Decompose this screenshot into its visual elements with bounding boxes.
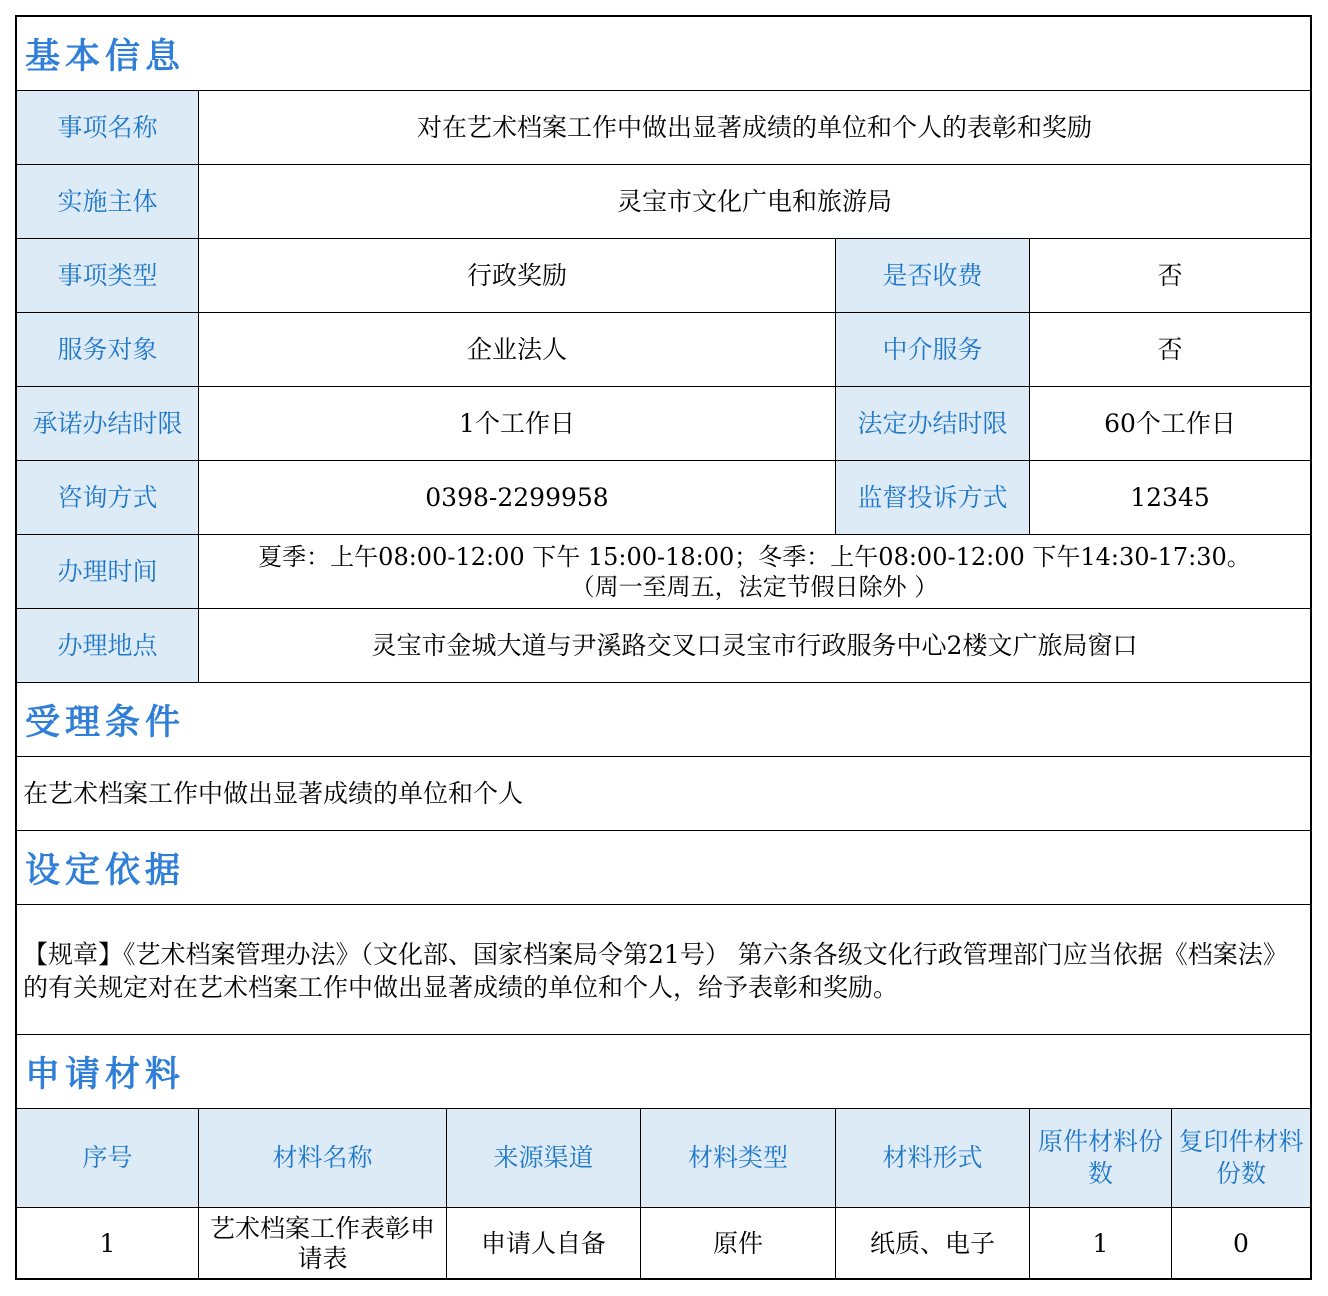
section-header-conditions: 受理条件: [17, 683, 1310, 757]
row-subject: [17, 165, 1310, 239]
section-header-basic: 基本信息: [17, 17, 1310, 91]
hours-line-1: 夏季：上午08:00-12:00 下午 15:00-18:00；冬季：上午08:00-12:00 下午14:30-17:30。: [258, 542, 1251, 571]
consult-label: 咨询方式: [17, 461, 199, 534]
col-header-copy-count: 复印件材料份数: [1172, 1109, 1310, 1207]
complaint-value: 12345: [1130, 482, 1210, 512]
conditions-row: [17, 757, 1310, 831]
type-label: 事项类型: [17, 239, 199, 312]
type-value: 行政奖励: [199, 239, 836, 312]
material-source: 申请人自备: [447, 1208, 641, 1280]
material-type: 原件: [641, 1208, 836, 1280]
row-item-name: [17, 91, 1310, 165]
row-hours: [17, 535, 1310, 609]
target-label: 服务对象: [17, 313, 199, 386]
fee-label: 是否收费: [836, 239, 1030, 312]
row-time-limits: [17, 387, 1310, 461]
material-copy-count: 0: [1233, 1229, 1249, 1258]
section-header-basis: 设定依据: [17, 831, 1310, 905]
item-name-label: 事项名称: [17, 91, 199, 164]
col-header-original-count: 原件材料份数: [1030, 1109, 1172, 1207]
basis-row: [17, 905, 1310, 1035]
fee-value: 否: [1157, 260, 1183, 290]
agency-value: 否: [1157, 334, 1183, 364]
consult-value: 0398-2299958: [199, 461, 836, 534]
hours-line-2: （周一至周五，法定节假日除外 ）: [570, 572, 939, 601]
col-header-source: 来源渠道: [447, 1109, 641, 1207]
location-label: 办理地点: [17, 609, 199, 682]
subject-label: 实施主体: [17, 165, 199, 238]
col-header-type: 材料类型: [641, 1109, 836, 1207]
col-header-name: 材料名称: [199, 1109, 447, 1207]
promise-label: 承诺办结时限: [17, 387, 199, 460]
hours-label: 办理时间: [17, 535, 199, 608]
col-header-index: 序号: [17, 1109, 199, 1207]
agency-label: 中介服务: [836, 313, 1030, 386]
materials-header-row: [17, 1109, 1310, 1208]
subject-value: 灵宝市文化广电和旅游局: [616, 186, 892, 216]
legal-label: 法定办结时限: [836, 387, 1030, 460]
material-index: 1: [17, 1208, 199, 1280]
row-location: [17, 609, 1310, 683]
complaint-label: 监督投诉方式: [836, 461, 1030, 534]
col-header-form: 材料形式: [836, 1109, 1030, 1207]
material-form: 纸质、电子: [836, 1208, 1030, 1280]
section-header-materials: 申请材料: [17, 1035, 1310, 1109]
table-row: [17, 1208, 1310, 1280]
legal-value: 60个工作日: [1104, 408, 1236, 438]
basis-text: 【规章】《艺术档案管理办法》（文化部、国家档案局令第21号） 第六条各级文化行政管理部门应当依据《档案法》的有关规定对在艺术档案工作中做出显著成绩的单位和个人，给予表彰和奖励。: [23, 940, 1288, 1002]
service-info-sheet: [15, 15, 1312, 1280]
material-original-count: 1: [1030, 1208, 1172, 1280]
material-name: 艺术档案工作表彰申请表: [199, 1208, 447, 1280]
row-type-fee: [17, 239, 1310, 313]
promise-value: 1个工作日: [199, 387, 836, 460]
row-contact: [17, 461, 1310, 535]
hours-value: [199, 535, 1310, 608]
location-value: 灵宝市金城大道与尹溪路交叉口灵宝市行政服务中心2楼文广旅局窗口: [371, 630, 1138, 660]
item-name-value: 对在艺术档案工作中做出显著成绩的单位和个人的表彰和奖励: [416, 112, 1092, 142]
row-target-agency: [17, 313, 1310, 387]
target-value: 企业法人: [199, 313, 836, 386]
conditions-text: 在艺术档案工作中做出显著成绩的单位和个人: [23, 779, 524, 808]
